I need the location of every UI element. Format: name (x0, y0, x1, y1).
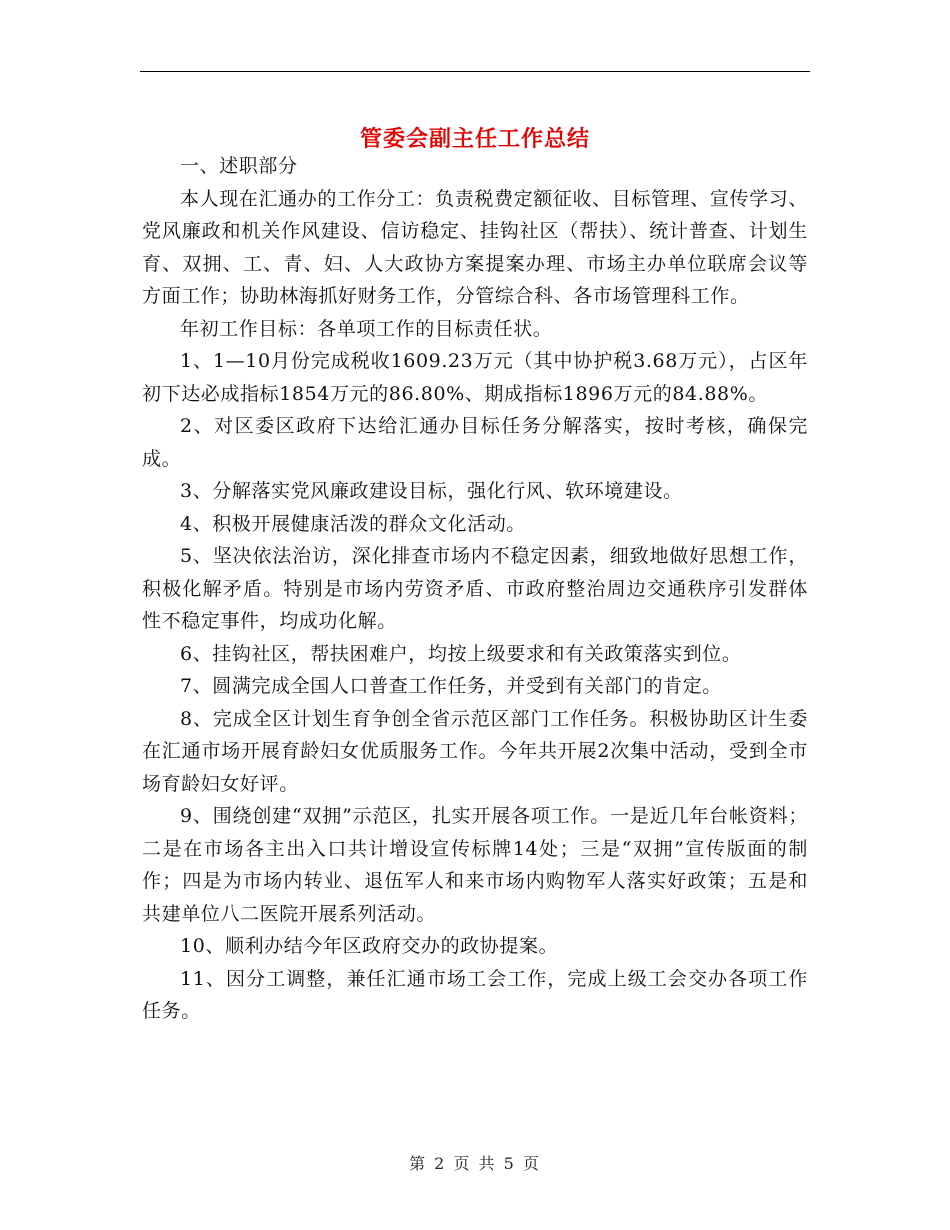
list-item: 8、完成全区计划生育争创全省示范区部门工作任务。积极协助区计生委在汇通市场开展育龄妇女优质服务工作。今年共开展2次集中活动，受到全市场育龄妇女好评。 (142, 707, 808, 795)
page-number-footer: 第 2 页 共 5 页 (409, 1154, 541, 1173)
list-item: 10、顺利办结今年区政府交办的政协提案。 (180, 935, 559, 957)
list-item: 5、坚决依法治访，深化排查市场内不稳定因素，细致地做好思想工作，积极化解矛盾。特别是市场内劳资矛盾、市政府整治周边交通秩序引发群体性不稳定事件，均成功化解。 (142, 545, 808, 632)
paragraph: 年初工作目标：各单项工作的目标责任状。 (180, 317, 553, 340)
paragraph: 本人现在汇通办的工作分工：负责税费定额征收、目标管理、宣传学习、党风廉政和机关作风建设、信访稳定、挂钩社区（帮扶）、统计普查、计划生育、双拥、工、青、妇、人大政协方案提案办理、市场主办单位联席会议等方面工作；协助林海抓好财务工作，分管综合科、各市场管理科工作。 (142, 187, 808, 307)
list-item: 11、因分工调整，兼任汇通市场工会工作，完成上级工会交办各项工作任务。 (142, 967, 808, 1022)
page-title: 管委会副主任工作总结 (359, 126, 590, 152)
document-body (142, 150, 808, 1028)
section-heading: 一、述职部分 (180, 155, 298, 177)
list-item: 1、1—10月份完成税收1609.23万元（其中协护税3.68万元），占区年初下达必成指标1854万元的86.80%、期成指标1896万元的84.88%。 (142, 350, 808, 405)
list-item: 6、挂钩社区，帮扶困难户，均按上级要求和有关政策落实到位。 (180, 642, 742, 665)
list-item: 2、对区委区政府下达给汇通办目标任务分解落实，按时考核，确保完成。 (142, 415, 808, 470)
list-item: 7、圆满完成全国人口普查工作任务，并受到有关部门的肯定。 (180, 675, 722, 697)
list-item: 3、分解落实党风廉政建设目标，强化行风、软环境建设。 (180, 480, 683, 502)
list-item: 4、积极开展健康活泼的群众文化活动。 (180, 512, 526, 535)
header-rule (140, 71, 810, 72)
list-item: 9、围绕创建“双拥”示范区，扎实开展各项工作。一是近几年台帐资料；二是在市场各主出入口共计增设宣传标牌14处；三是“双拥”宣传版面的制作；四是为市场内转业、退伍军人和来市场内购物军人落实好政策；五是和共建单位八二医院开展系列活动。 (142, 805, 808, 925)
